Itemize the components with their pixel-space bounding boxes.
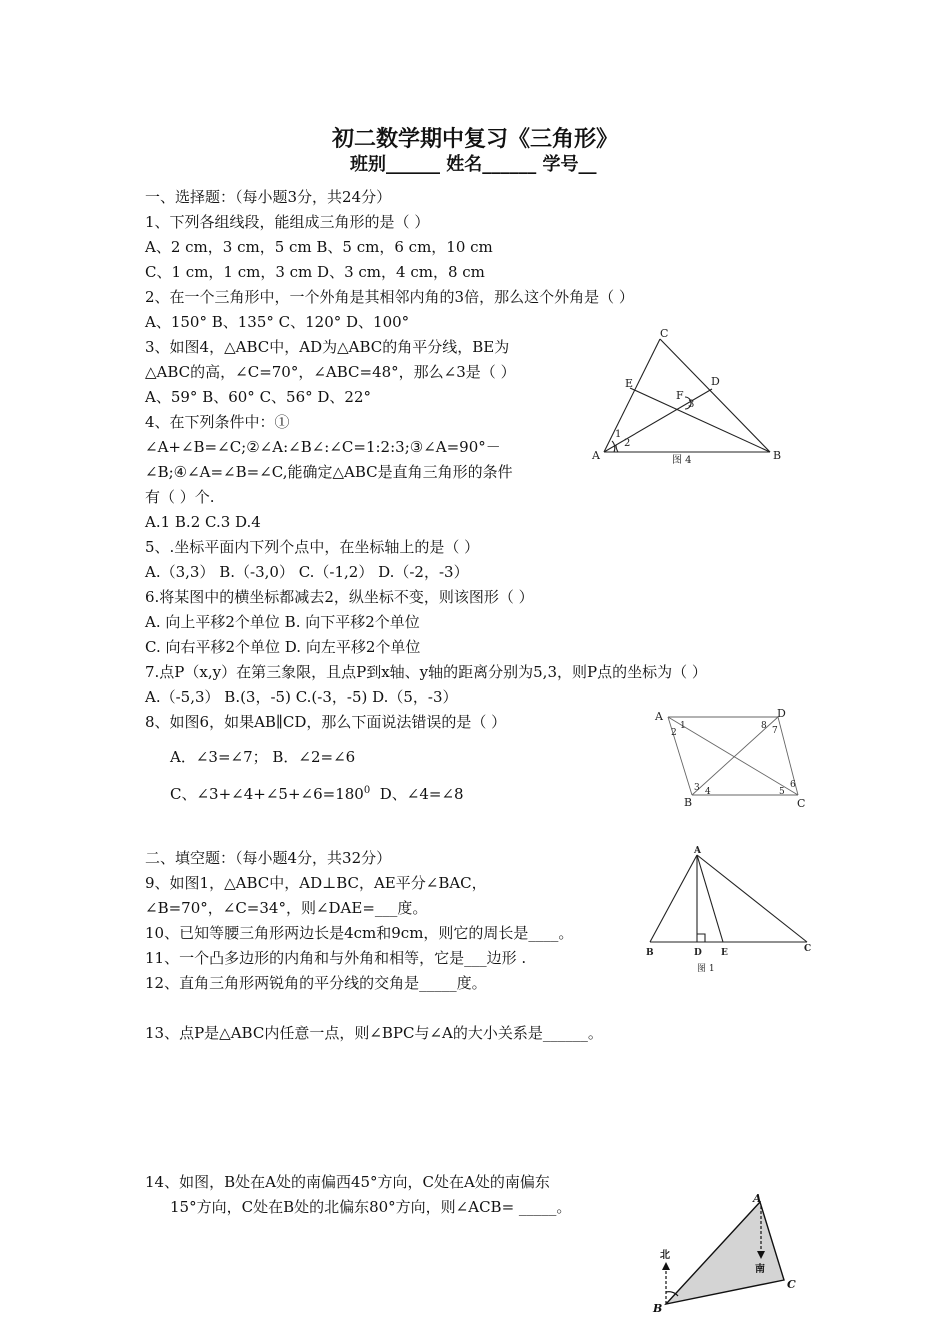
fig4-angle-3: 3 — [688, 399, 695, 410]
fig6-label-b: B — [684, 796, 693, 809]
fig4-label-c: C — [660, 327, 669, 340]
q1-options-cd: C、1 cm，1 cm，3 cm D、3 cm，4 cm，8 cm — [145, 263, 485, 281]
q7-options: A.（-5,3） B.(3，-5) C.(-3，-5) D.（5，-3） — [145, 688, 458, 706]
fig6-angle-8: 8 — [761, 721, 767, 731]
q6-stem: 6.将某图中的横坐标都减去2，纵坐标不变，则该图形（ ） — [145, 588, 534, 606]
q4-stem-3: ∠B;④∠A=∠B=∠C,能确定△ABC是直角三角形的条件 — [145, 463, 513, 481]
fig6-angle-2: 2 — [671, 728, 677, 738]
q6-options-ab: A. 向上平移2个单位 B. 向下平移2个单位 — [145, 613, 420, 631]
q4-stem-2: ∠A+∠B=∠C;②∠A:∠B∠:∠C=1:2:3;③∠A=90°－ — [145, 438, 501, 456]
q13-stem: 13、点P是△ABC内任意一点，则∠BPC与∠A的大小关系是______。 — [145, 1024, 603, 1042]
q6-options-cd: C. 向右平移2个单位 D. 向左平移2个单位 — [145, 638, 421, 656]
q4-stem-4: 有（ ）个. — [145, 488, 215, 506]
fig4-angle-2: 2 — [624, 438, 631, 449]
fig4-label-e: E — [625, 377, 634, 390]
fig6-angle-4: 4 — [705, 787, 711, 797]
q14-stem-1: 14、如图，B处在A处的南偏西45°方向，C处在A处的南偏东 — [145, 1173, 550, 1191]
figure-4-triangle — [590, 325, 790, 470]
fig14-label-a: A — [753, 1192, 762, 1205]
fig6-angle-7: 7 — [772, 726, 778, 736]
q8-stem: 8、如图6，如果AB∥CD，那么下面说法错误的是（ ） — [145, 713, 507, 731]
q5-stem: 5、.坐标平面内下列个点中，在坐标轴上的是（ ） — [145, 538, 480, 556]
fig1-label-e: E — [721, 948, 728, 958]
fig4-label-b: B — [773, 449, 782, 462]
q12-stem: 12、直角三角形两锐角的平分线的交角是_____度。 — [145, 974, 487, 992]
fig1-label-d: D — [694, 948, 702, 958]
section2-heading: 二、填空题：（每小题4分，共32分） — [145, 849, 392, 867]
student-info-line: 班别______ 姓名______ 学号__ — [350, 154, 597, 175]
q3-stem-2: △ABC的高，∠C=70°，∠ABC=48°，那么∠3是（ ） — [145, 363, 516, 381]
fig4-label-a: A — [592, 449, 600, 462]
fig4-label-d: D — [711, 375, 720, 388]
fig1-caption: 图 1 — [697, 964, 715, 974]
q1-options-ab: A、2 cm，3 cm，5 cm B、5 cm，6 cm，10 cm — [145, 238, 493, 256]
q5-options: A.（3,3） B.（-3,0） C.（-1,2） D.（-2，-3） — [145, 563, 469, 581]
q2-options: A、150° B、135° C、120° D、100° — [145, 313, 410, 331]
fig14-label-south: 南 — [755, 1264, 765, 1275]
fig4-caption: 图 4 — [672, 455, 692, 466]
q8-option-c: C、$\angle 3+\angle 4+\angle 5+\angle 6=180^0$ D、∠4=∠8 — [170, 785, 464, 803]
fig6-label-c: C — [797, 797, 806, 810]
fig4-angle-1: 1 — [615, 429, 622, 440]
fig14-label-north: 北 — [660, 1250, 670, 1261]
q11-stem: 11、一个凸多边形的内角和与外角和相等，它是___边形 . — [145, 949, 527, 967]
fig6-label-d: D — [777, 707, 786, 720]
fig6-angle-6: 6 — [790, 780, 796, 790]
q3-options: A、59° B、60° C、56° D、22° — [145, 388, 372, 406]
q9-stem-1: 9、如图1，△ABC中，AD⊥BC，AE平分∠BAC， — [145, 874, 487, 892]
fig6-angle-1: 1 — [680, 721, 686, 731]
fig1-label-c: C — [804, 944, 812, 954]
q3-stem-1: 3、如图4，△ABC中，AD为△ABC的角平分线，BE为 — [145, 338, 510, 356]
q14-stem-2: 15°方向，C处在B处的北偏东80°方向，则∠ACB= _____。 — [170, 1198, 572, 1216]
page-title: 初二数学期中复习《三角形》 — [331, 126, 618, 152]
fig14-label-c: C — [787, 1278, 796, 1291]
q7-stem: 7.点P（x,y）在第三象限，且点P到x轴、y轴的距离分别为5,3，则P点的坐标为（ ） — [145, 663, 707, 681]
fig1-label-a: A — [694, 846, 701, 856]
fig6-angle-5: 5 — [779, 787, 785, 797]
q2-stem: 2、在一个三角形中，一个外角是其相邻内角的3倍，那么这个外角是（ ） — [145, 288, 634, 306]
figure-1-triangle — [640, 843, 820, 975]
fig14-label-b: B — [653, 1302, 663, 1315]
q9-stem-2: ∠B=70°，∠C=34°，则∠DAE=___度。 — [145, 899, 428, 917]
figure-6-parallelogram — [650, 705, 810, 812]
q4-stem-1: 4、在下列条件中：① — [145, 413, 290, 431]
fig4-label-f: F — [676, 389, 684, 402]
fig6-angle-3: 3 — [694, 783, 700, 793]
fig6-label-a: A — [655, 710, 663, 723]
section1-heading: 一、选择题：（每小题3分，共24分） — [145, 188, 392, 206]
q8-options-ab: A．∠3=∠7； B．∠2=∠6 — [170, 748, 356, 766]
q4-options: A.1 B.2 C.3 D.4 — [145, 513, 261, 531]
figure-14-direction-diagram — [648, 1192, 808, 1317]
q10-stem: 10、已知等腰三角形两边长是4cm和9cm，则它的周长是____。 — [145, 924, 574, 942]
fig1-label-b: B — [646, 948, 654, 958]
q1-stem: 1、下列各组线段，能组成三角形的是（ ） — [145, 213, 430, 231]
